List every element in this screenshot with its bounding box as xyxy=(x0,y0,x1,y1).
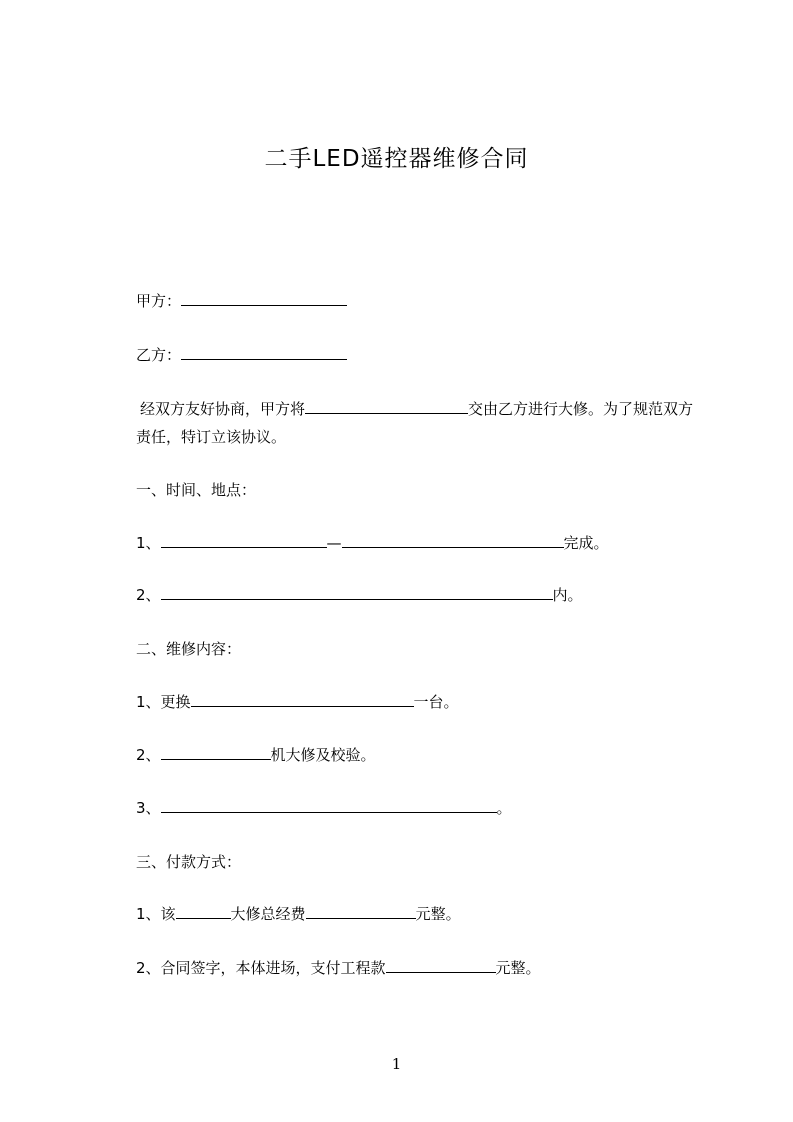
section2-item3-blank[interactable] xyxy=(161,798,497,813)
party-a-line xyxy=(136,291,347,311)
section2-item3 xyxy=(136,798,512,818)
section1-item2-blank[interactable] xyxy=(161,585,553,600)
intro-text-2: 交由乙方进行大修。为了规范双方责任，特订立该协议。 xyxy=(136,400,694,446)
section1-item1-blank-end[interactable] xyxy=(342,533,564,548)
party-b-label: 乙方： xyxy=(136,346,182,364)
page-number: 1 xyxy=(391,1055,402,1073)
section2-item1 xyxy=(136,692,459,712)
party-b-line xyxy=(136,345,347,365)
section1-item1-dash: — xyxy=(326,534,342,552)
section2-heading: 二、维修内容： xyxy=(136,640,242,658)
section3-item1-suffix: 元整。 xyxy=(415,905,461,923)
section3-item1-blank-amount[interactable] xyxy=(306,904,416,919)
section2-item3-prefix: 3、 xyxy=(136,799,161,817)
section3-item1 xyxy=(136,904,461,924)
intro-text-1: 经双方友好协商，甲方将 xyxy=(140,400,306,418)
section3-item2-blank[interactable] xyxy=(386,958,496,973)
party-b-blank[interactable] xyxy=(181,345,347,360)
section3-item2-suffix: 元整。 xyxy=(495,959,541,977)
section1-item1-suffix: 完成。 xyxy=(563,534,609,552)
section1-item2 xyxy=(136,585,583,605)
intro-blank[interactable] xyxy=(305,399,468,414)
section1-item2-prefix: 2、 xyxy=(136,586,161,604)
section2-item2-suffix: 机大修及校验。 xyxy=(270,746,376,764)
section3-item1-prefix: 1、该 xyxy=(136,905,176,923)
section3-item1-blank-model[interactable] xyxy=(176,904,231,919)
section2-item2-blank[interactable] xyxy=(161,745,271,760)
section1-item1-prefix: 1、 xyxy=(136,534,161,552)
document-title: 二手LED遥控器维修合同 xyxy=(264,146,529,172)
section3-item2-prefix: 2、合同签字，本体进场，支付工程款 xyxy=(136,959,386,977)
party-a-blank[interactable] xyxy=(181,291,347,306)
section2-item1-suffix: 一台。 xyxy=(413,693,459,711)
section3-item1-mid: 大修总经费 xyxy=(230,905,306,923)
section2-item2 xyxy=(136,745,376,765)
section2-item1-blank[interactable] xyxy=(191,692,414,707)
section1-item1-blank-start[interactable] xyxy=(161,533,327,548)
section2-item1-prefix: 1、更换 xyxy=(136,693,191,711)
section1-heading: 一、时间、地点： xyxy=(136,481,257,499)
section2-item3-suffix: 。 xyxy=(496,799,512,817)
section3-item2 xyxy=(136,958,541,978)
intro-paragraph xyxy=(136,395,702,451)
section1-item2-suffix: 内。 xyxy=(552,586,583,604)
party-a-label: 甲方： xyxy=(136,292,182,310)
section2-item2-prefix: 2、 xyxy=(136,746,161,764)
section3-heading: 三、付款方式： xyxy=(136,853,242,871)
section1-item1 xyxy=(136,533,609,553)
